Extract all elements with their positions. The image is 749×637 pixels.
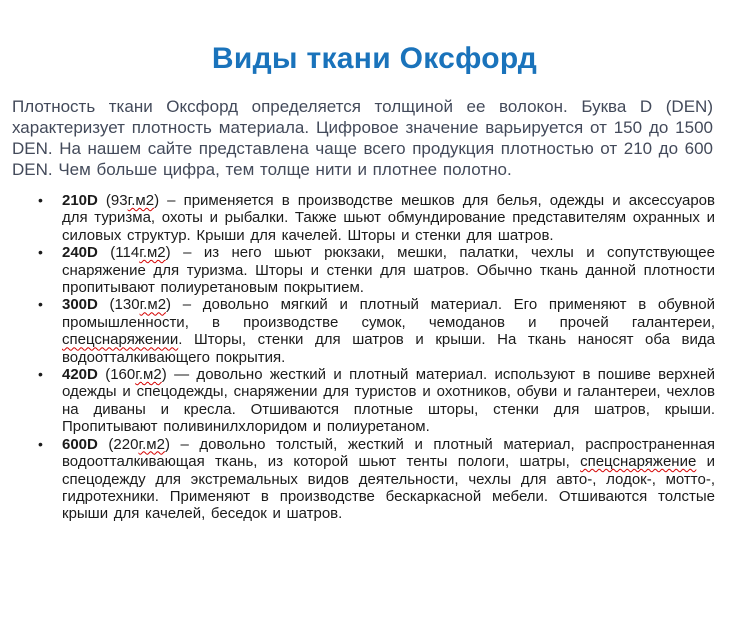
intro-paragraph: Плотность ткани Оксфорд определяется толщиной ее волокон. Буква D (DEN) характеризует плотность материала. Цифровое значение варьируется от 150 до 1500 DEN. На нашем сайте представлена чаще всего продукция плотностью от 210 до 600 DEN. Чем больше цифра, тем толще нити и плотнее полотно.	[12, 97, 713, 179]
bullet-text-segment: ) – довольно мягкий и плотный материал. Его применяют в обувной промышленности, в производстве сумок, чемоданов и прочей галантереи,	[62, 296, 715, 331]
fabric-density-list	[0, 192, 715, 523]
misspelled-word: спецснаряжении	[62, 331, 179, 349]
misspelled-word: г.м2	[127, 192, 155, 209]
bullet-text-segment: ) – из него шьют рюкзаки, мешки, палатки, чехлы и сопутствующее снаряжение для туризма. Шторы и стенки для шатров. Обычно ткань данной плотности пропитывают полиуретановым покрытием.	[62, 244, 715, 297]
bullet-text-segment: ) — довольно жесткий и плотный материал. используют в пошиве верхней одежды и спецодежды, снаряжении для туристов и охотников, обуви и галантереи, чехлов на диваны и кресла. Отшиваются плотные шторы, стенки для шатров, крыши. Пропитывают поливинилхлоридом и полиуретаном.	[62, 366, 715, 436]
fabric-bullet-item	[38, 366, 715, 436]
misspelled-word: г.м2	[135, 366, 162, 384]
density-code: 300D	[62, 296, 98, 314]
bullet-text-segment: (160	[97, 366, 136, 384]
bullet-text-segment: (114	[97, 244, 140, 262]
bullet-icon: •	[38, 296, 43, 313]
fabric-bullet-item	[38, 296, 715, 366]
misspelled-word: г.м2	[138, 435, 165, 453]
bullet-text-segment: и спецодежду для экстремальных видов деятельности, чехлы для авто-, лодок-, мотто-, гидротехники. Применяют в производстве бескаркасной мебели. Отшиваются толстые крыши для качелей, беседок и шатров.	[62, 453, 716, 523]
bullet-text-segment: ) – применяется в производстве мешков для белья, одежды и аксессуаров для туризма, охоты и рыбалки. Также шьют обмундирование представителям охранных и силовых структур. Крыши для качелей. Шторы и стенки для шатров.	[62, 192, 715, 244]
bullet-text-segment: (93	[97, 192, 128, 209]
bullet-icon: •	[38, 244, 43, 261]
bullet-icon: •	[38, 435, 43, 452]
density-code: 600D	[62, 435, 98, 453]
bullet-icon: •	[38, 366, 43, 383]
misspelled-word: г.м2	[139, 244, 166, 262]
bullet-text-segment: (220	[97, 435, 139, 453]
fabric-bullet-item	[38, 244, 715, 297]
fabric-bullet-item	[38, 192, 715, 244]
bullet-text-segment: ) – довольно толстый, жесткий и плотный материал, распространенная водоотталкивающая ткань, из которой шьют тенты пологи, шатры,	[62, 435, 715, 471]
bullet-icon: •	[38, 192, 43, 208]
bullet-text-segment: (130	[97, 296, 140, 314]
misspelled-word: г.м2	[139, 296, 167, 314]
density-code: 210D	[62, 192, 98, 209]
page-title: Виды ткани Оксфорд	[211, 42, 538, 75]
density-code: 240D	[62, 244, 98, 262]
bullet-text-segment: . Шторы, стенки для шатров и крыши. На ткань наносят оба вида водоотталкивающего покрытия.	[62, 331, 715, 366]
fabric-bullet-item	[38, 435, 716, 523]
density-code: 420D	[62, 366, 98, 384]
misspelled-word: спецснаряжение	[580, 453, 697, 471]
